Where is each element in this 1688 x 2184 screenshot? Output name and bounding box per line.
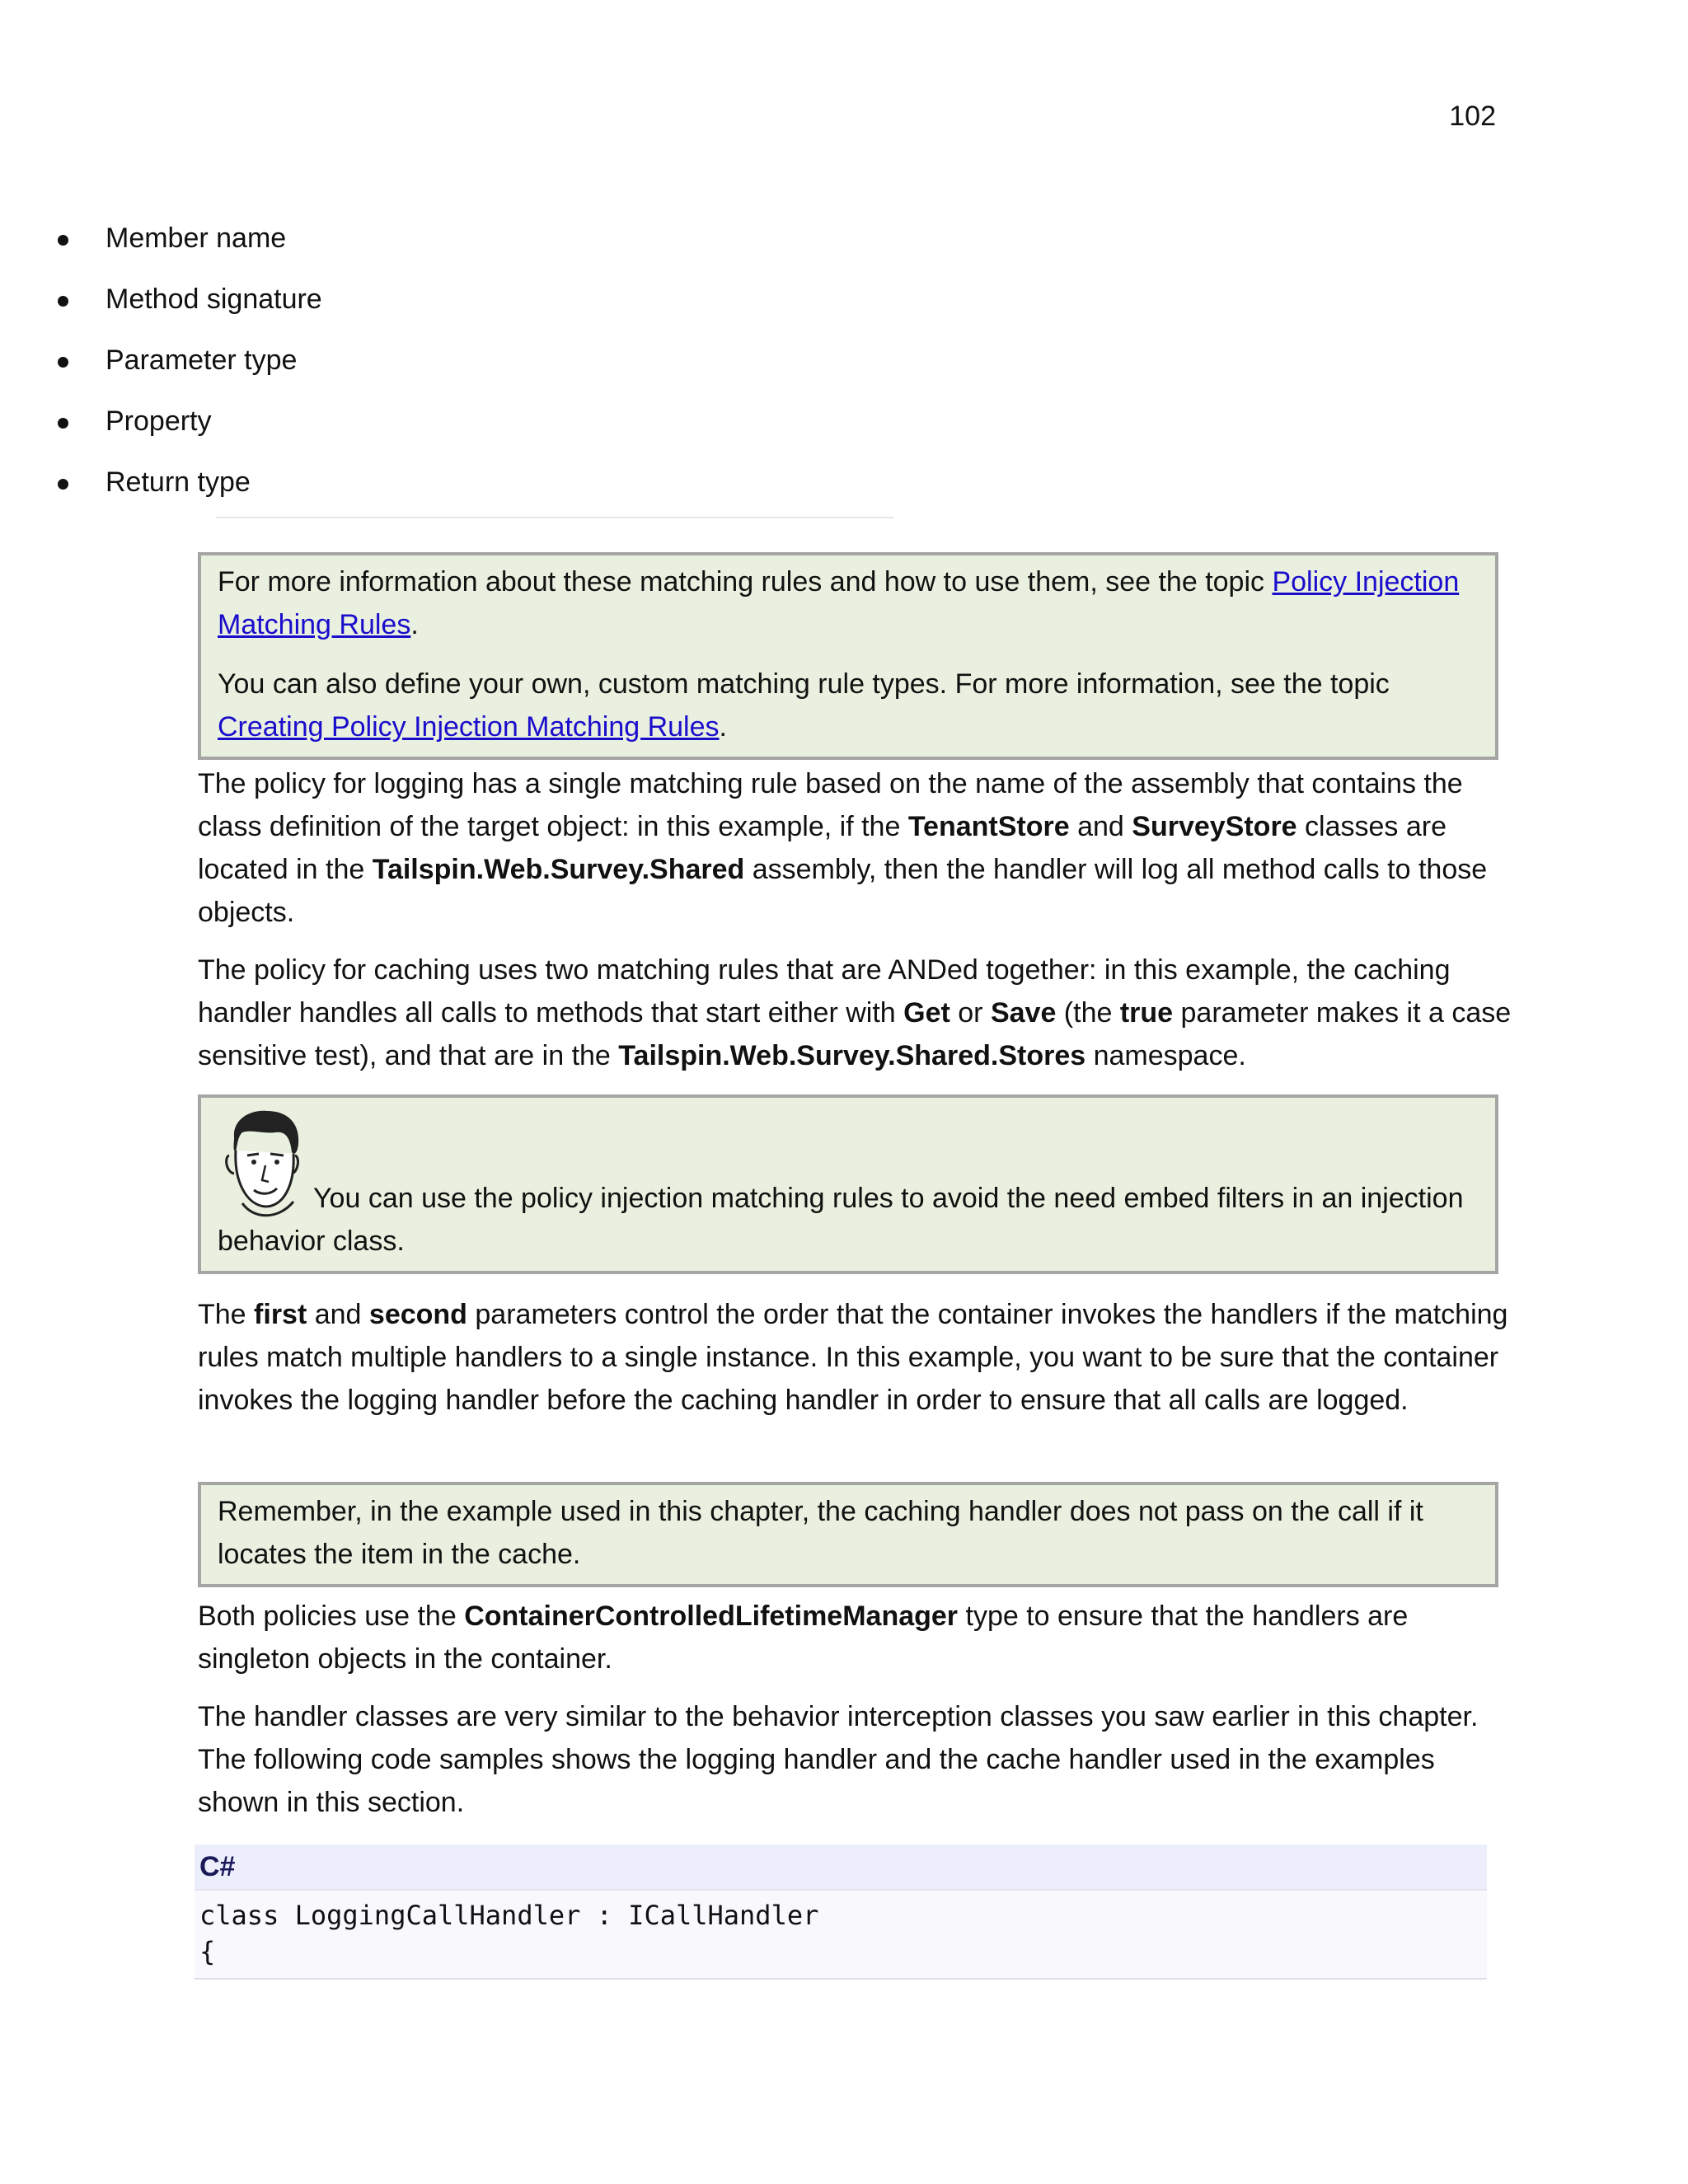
bullet-icon (58, 418, 68, 429)
info-note-box (198, 552, 1498, 760)
body-paragraph: The policy for caching uses two matching rules that are ANDed together: in this example, the caching handler handles all calls to methods that start either with Get or Save (the true parameter makes it a case sensitive test), and that are in the Tailspin.Web.Survey.Shared.Stores namespace. (198, 954, 1512, 1071)
note-paragraph: You can also define your own, custom matching rule types. For more information, see the topic Creating Policy Injection Matching Rules. (218, 668, 1390, 743)
body-paragraph: The policy for logging has a single matching rule based on the name of the assembly that contains the class definition of the target object: in this example, if the TenantStore and SurveyStore classes are located in the Tailspin.Web.Survey.Shared assembly, then the handler will log all method calls to those objects. (198, 768, 1488, 928)
body-paragraph: The handler classes are very similar to the behavior interception classes you saw earlier in this chapter. The following code samples shows the logging handler and the cache handler used in the examples shown in this section. (198, 1701, 1479, 1818)
list-item (58, 279, 322, 340)
list-item (58, 462, 322, 523)
list-item (58, 340, 322, 401)
policy-injection-matching-rules-link[interactable]: Policy Injection Matching Rules (218, 566, 1460, 640)
bullet-icon (58, 479, 68, 490)
tip-text: You can use the policy injection matching rules to avoid the need embed filters in an injection behavior class. (218, 1183, 1464, 1257)
page-number: 102 (1449, 101, 1496, 132)
divider (216, 517, 893, 518)
code-sample (195, 1844, 1487, 1980)
list-item (58, 218, 322, 279)
body-paragraph: Both policies use the ContainerControlledLifetimeManager type to ensure that the handlers are singleton objects in the container. (198, 1601, 1409, 1675)
creating-policy-injection-matching-rules-link[interactable]: Creating Policy Injection Matching Rules (218, 711, 720, 743)
list-item-text: Property (106, 405, 212, 437)
note-paragraph: Remember, in the example used in this chapter, the caching handler does not pass on the call if it locates the item in the cache. (218, 1496, 1423, 1570)
bullet-icon (58, 357, 68, 368)
bullet-icon (58, 296, 68, 307)
code-language-label: C# (195, 1844, 1487, 1891)
matching-rule-list (58, 218, 322, 523)
list-item (58, 401, 322, 462)
list-item-text: Parameter type (106, 344, 298, 376)
reminder-note-box (198, 1482, 1498, 1587)
bullet-icon (58, 235, 68, 246)
tip-note-box (198, 1094, 1498, 1274)
code-text: class LoggingCallHandler : ICallHandler { (199, 1900, 819, 1967)
note-paragraph (218, 1104, 1479, 1263)
list-item-text: Return type (106, 466, 251, 498)
developer-face-icon (218, 1104, 308, 1220)
note-paragraph: For more information about these matching rules and how to use them, see the topic Policy Injection Matching Rules. (218, 566, 1460, 640)
list-item-text: Member name (106, 223, 287, 254)
body-paragraph: The first and second parameters control the order that the container invokes the handlers if the matching rules match multiple handlers to a single instance. In this example, you want to be sure that the container invokes the logging handler before the caching handler in order to ensure that all calls are logged. (198, 1299, 1508, 1416)
list-item-text: Method signature (106, 284, 322, 315)
